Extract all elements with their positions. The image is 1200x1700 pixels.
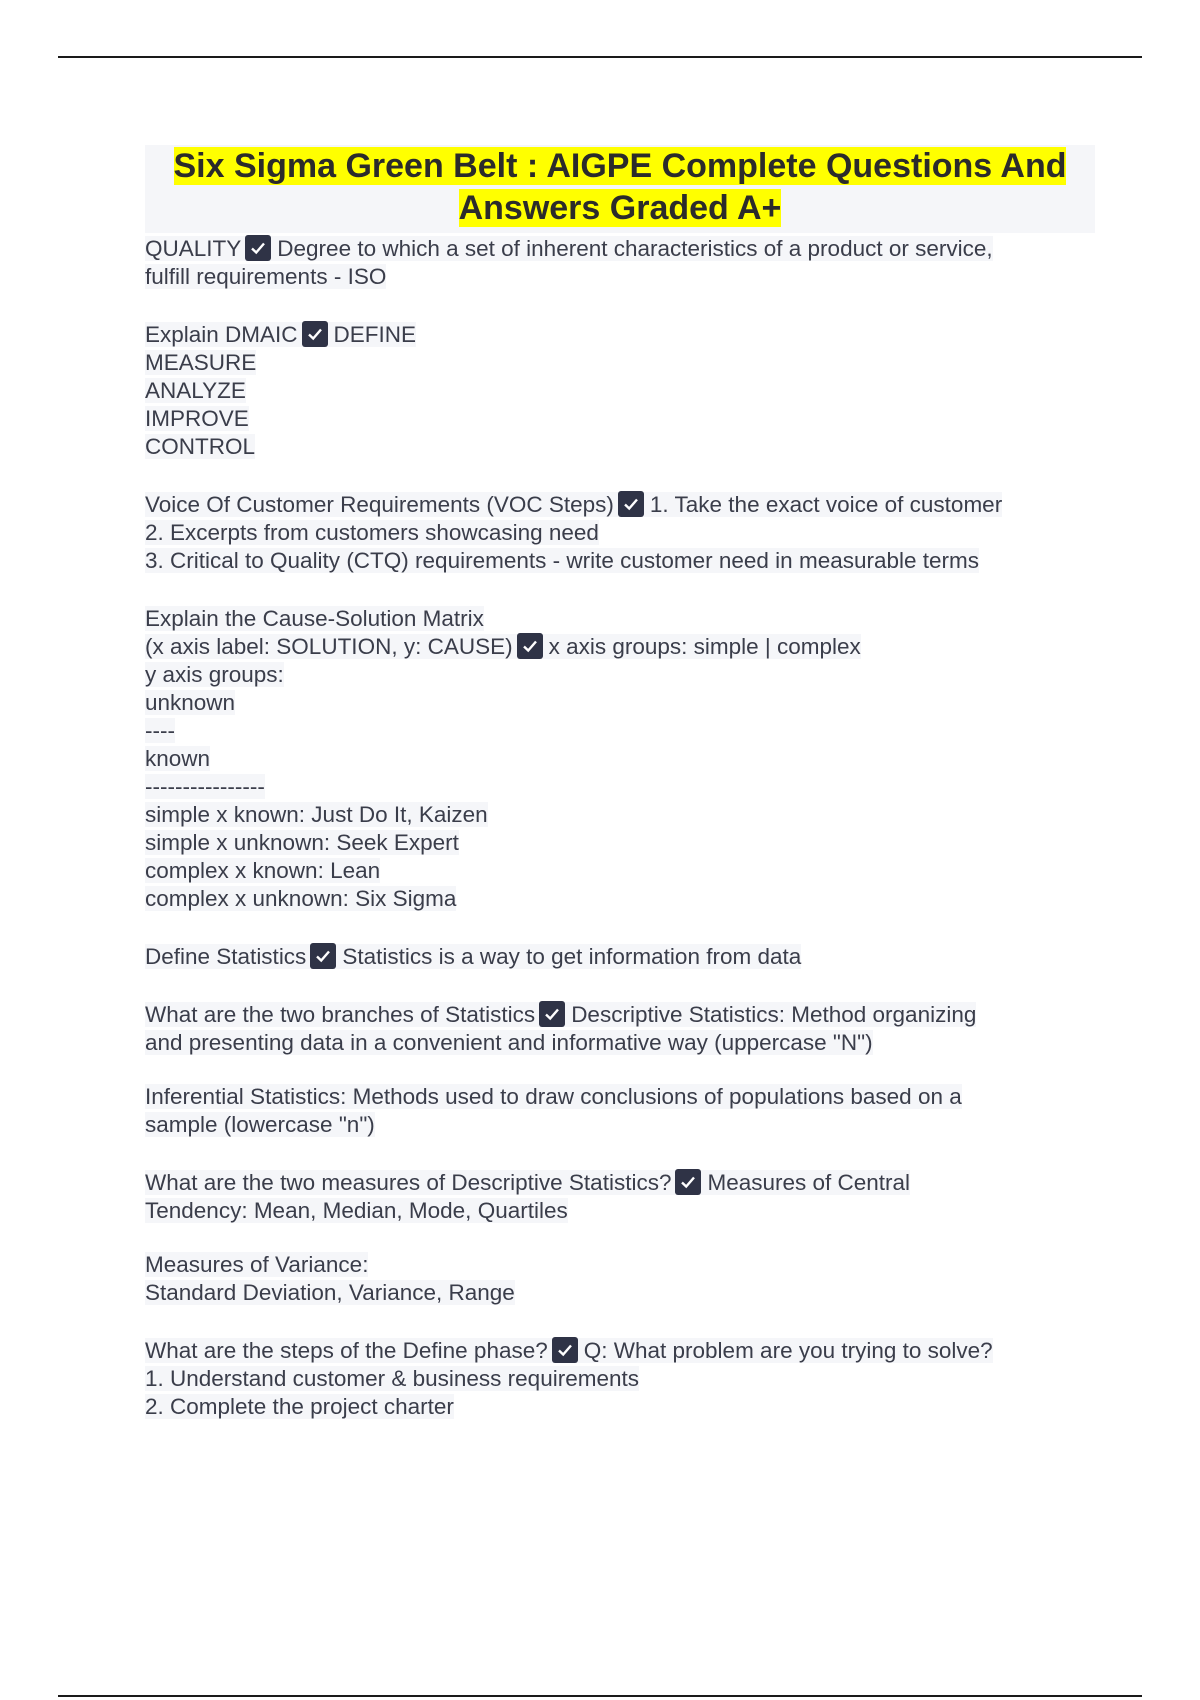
- answer-line: 2. Complete the project charter: [145, 1394, 454, 1419]
- answer-line: MEASURE: [145, 350, 257, 375]
- answer-line: ----: [145, 718, 175, 743]
- answer-line: Statistics is a way to get information from data: [342, 944, 802, 969]
- check-box-icon: [245, 235, 271, 261]
- check-box-icon: [539, 1001, 565, 1027]
- answer-line: simple x unknown: Seek Expert: [145, 830, 459, 855]
- question: QUALITY: [145, 236, 242, 261]
- answer-line: unknown: [145, 690, 236, 715]
- document-body: [145, 145, 1095, 1451]
- question: (x axis label: SOLUTION, y: CAUSE): [145, 634, 513, 659]
- answer-line: simple x known: Just Do It, Kaizen: [145, 802, 488, 827]
- answer-line: y axis groups:: [145, 662, 284, 687]
- qa-item: [145, 605, 1095, 913]
- question: What are the two measures of Descriptive Statistics?: [145, 1170, 672, 1195]
- answer-line: Standard Deviation, Variance, Range: [145, 1280, 515, 1305]
- answer-line: known: [145, 746, 211, 771]
- answer-line: fulfill requirements - ISO: [145, 264, 387, 289]
- answer-line: 3. Critical to Quality (CTQ) requirements - write customer need in measurable terms: [145, 548, 980, 573]
- answer-line: x axis groups: simple | complex: [548, 634, 861, 659]
- check-box-icon: [618, 491, 644, 517]
- qa-item: [145, 1001, 1095, 1139]
- question: What are the steps of the Define phase?: [145, 1338, 548, 1363]
- answer-line: 2. Excerpts from customers showcasing need: [145, 520, 599, 545]
- answer-line: complex x known: Lean: [145, 858, 381, 883]
- answer-line: and presenting data in a convenient and informative way (uppercase "N"): [145, 1030, 873, 1055]
- qa-item: [145, 491, 1095, 575]
- answer-line: Descriptive Statistics: Method organizing: [571, 1002, 977, 1027]
- answer-line: complex x unknown: Six Sigma: [145, 886, 457, 911]
- question: Voice Of Customer Requirements (VOC Steps): [145, 492, 614, 517]
- answer-line: Tendency: Mean, Median, Mode, Quartiles: [145, 1198, 568, 1223]
- document-title: Six Sigma Green Belt : AIGPE Complete Questions And Answers Graded A+: [173, 147, 1067, 227]
- answer-line: Measures of Central: [707, 1170, 911, 1195]
- qa-item: [145, 943, 1095, 971]
- question: What are the two branches of Statistics: [145, 1002, 536, 1027]
- qa-item: [145, 1337, 1095, 1421]
- qa-item: [145, 321, 1095, 461]
- check-box-icon: [310, 943, 336, 969]
- question: Explain DMAIC: [145, 322, 298, 347]
- answer-line: ANALYZE: [145, 378, 246, 403]
- answer-line: 1. Take the exact voice of customer: [649, 492, 1003, 517]
- answer-line: IMPROVE: [145, 406, 249, 431]
- question-intro: Explain the Cause-Solution Matrix: [145, 606, 484, 631]
- answer-line: Measures of Variance:: [145, 1252, 369, 1277]
- check-box-icon: [552, 1337, 578, 1363]
- answer-line: ----------------: [145, 774, 265, 799]
- answer-line: sample (lowercase "n"): [145, 1112, 375, 1137]
- answer-line: DEFINE: [333, 322, 417, 347]
- qa-item: [145, 1169, 1095, 1307]
- check-box-icon: [675, 1169, 701, 1195]
- question: Define Statistics: [145, 944, 307, 969]
- qa-item: [145, 235, 1095, 291]
- answer-line: CONTROL: [145, 434, 256, 459]
- bottom-rule: [58, 1695, 1142, 1697]
- answer-line: 1. Understand customer & business requirements: [145, 1366, 639, 1391]
- title-block: [145, 145, 1095, 233]
- top-rule: [58, 56, 1142, 58]
- check-box-icon: [517, 633, 543, 659]
- check-box-icon: [302, 321, 328, 347]
- answer-line: Inferential Statistics: Methods used to draw conclusions of populations based on a: [145, 1084, 962, 1109]
- answer-line: Degree to which a set of inherent characteristics of a product or service,: [277, 236, 993, 261]
- answer-line: Q: What problem are you trying to solve?: [583, 1338, 993, 1363]
